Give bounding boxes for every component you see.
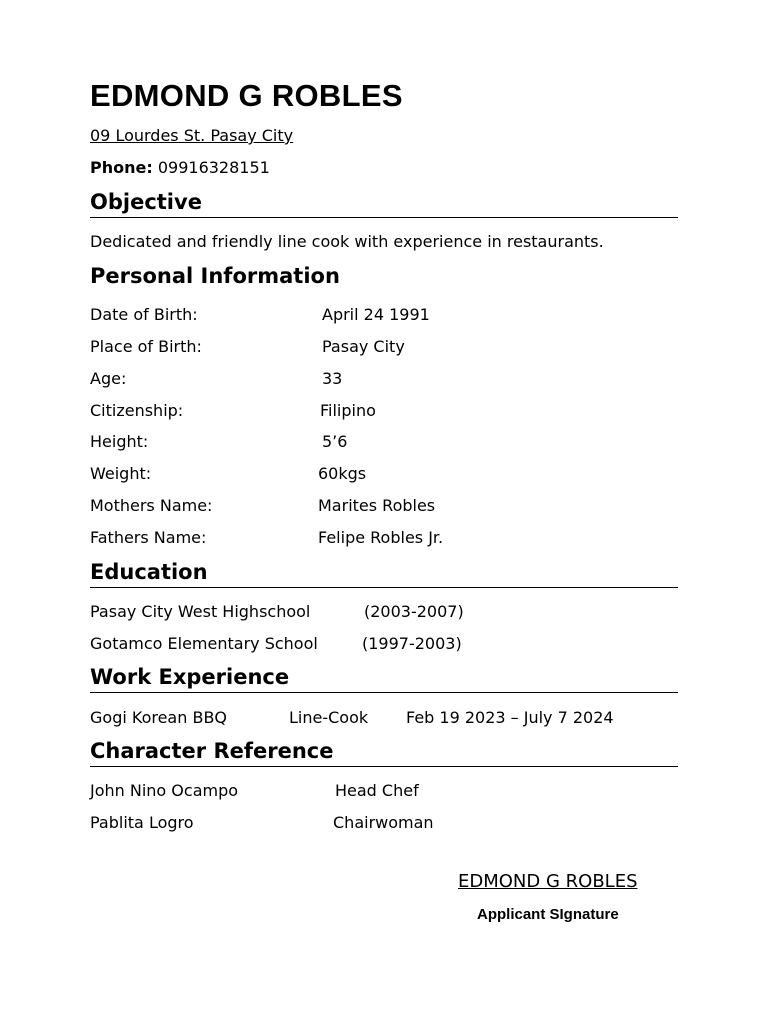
- signature-label: Applicant SIgnature: [477, 906, 619, 923]
- reference-name: John Nino Ocampo: [90, 781, 239, 800]
- personal-label: Height:: [90, 432, 149, 451]
- school-years: (1997-2003): [362, 634, 462, 653]
- school-name: Pasay City West Highschool: [90, 602, 311, 621]
- education-heading: Education: [90, 560, 678, 588]
- objective-heading: Objective: [90, 190, 678, 218]
- personal-info-heading: Personal Information: [90, 264, 340, 288]
- personal-value: 5’6: [322, 432, 348, 451]
- personal-value: Marites Robles: [318, 496, 436, 515]
- work-experience-heading: Work Experience: [90, 665, 678, 693]
- signature-name: EDMOND G ROBLES: [458, 871, 638, 892]
- objective-text: Dedicated and friendly line cook with experience in restaurants.: [90, 232, 604, 251]
- personal-value: 33: [322, 369, 343, 388]
- phone-value: 09916328151: [157, 158, 270, 177]
- reference-name: Pablita Logro: [90, 813, 194, 832]
- personal-value: April 24 1991: [322, 305, 430, 324]
- personal-label: Citizenship:: [90, 401, 184, 420]
- work-period: Feb 19 2023 – July 7 2024: [406, 708, 614, 727]
- work-company: Gogi Korean BBQ: [90, 708, 228, 727]
- school-name: Gotamco Elementary School: [90, 634, 318, 653]
- personal-value: 60kgs: [318, 464, 367, 483]
- character-reference-heading: Character Reference: [90, 739, 678, 767]
- personal-value: Filipino: [320, 401, 376, 420]
- personal-label: Weight:: [90, 464, 152, 483]
- personal-label: Place of Birth:: [90, 337, 202, 356]
- personal-value: Pasay City: [322, 337, 405, 356]
- reference-role: Chairwoman: [333, 813, 434, 832]
- work-position: Line-Cook: [289, 708, 369, 727]
- address-line: 09 Lourdes St. Pasay City: [90, 126, 294, 145]
- school-years: (2003-2007): [364, 602, 464, 621]
- applicant-name-heading: EDMOND G ROBLES: [90, 78, 403, 113]
- personal-label: Fathers Name:: [90, 528, 207, 547]
- phone-label: Phone:: [90, 158, 153, 177]
- personal-value: Felipe Robles Jr.: [318, 528, 444, 547]
- phone-line: [90, 158, 270, 177]
- personal-label: Date of Birth:: [90, 305, 198, 324]
- personal-label: Age:: [90, 369, 127, 388]
- reference-role: Head Chef: [335, 781, 419, 800]
- personal-label: Mothers Name:: [90, 496, 213, 515]
